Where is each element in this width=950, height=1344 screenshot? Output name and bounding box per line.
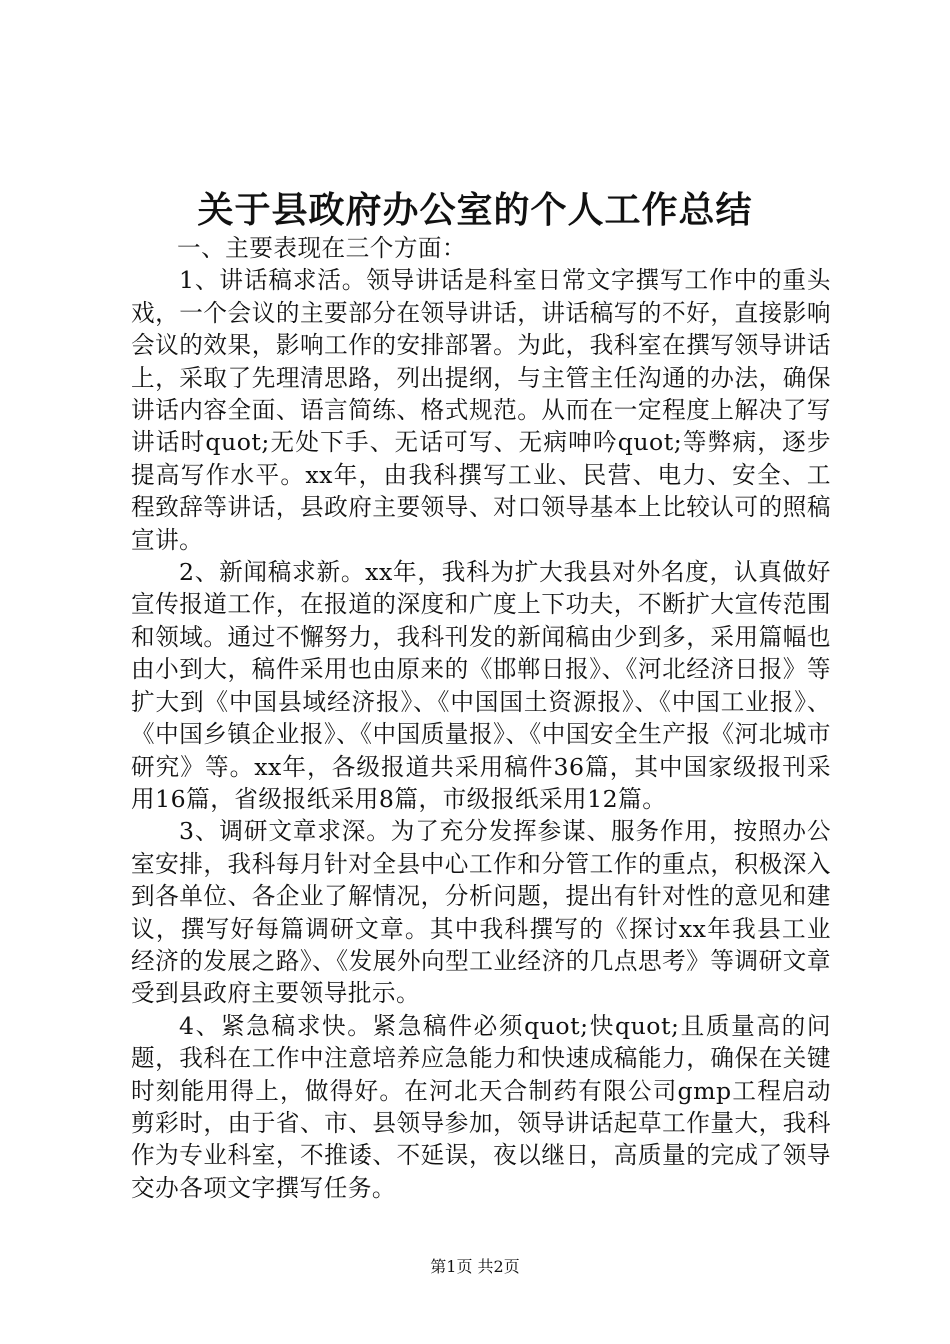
paragraph-speech-drafts: 1、讲话稿求活。领导讲话是科室日常文字撰写工作中的重头戏，一个会议的主要部分在领导讲话，讲话稿写的不好，直接影响会议的效果，影响工作的安排部署。为此，我科室在撰写领导讲话上，采取了先理清思路，列出提纲，与主管主任沟通的办法，确保讲话内容全面、语言简练、格式规范。从而在一定程度上解决了写讲话时quot;无处下手、无话可写、无病呻吟quot;等弊病，逐步提高写作水平。xx年，由我科撰写工业、民营、电力、安全、工程致辞等讲话，县政府主要领导、对口领导基本上比较认可的照稿宣讲。 [131, 266, 831, 554]
section-heading: 一、主要表现在三个方面： [177, 234, 467, 262]
page-footer: 第1页 共2页 [430, 1257, 520, 1276]
document-title: 关于县政府办公室的个人工作总结 [197, 189, 753, 231]
paragraph-research-articles: 3、调研文章求深。为了充分发挥参谋、服务作用，按照办公室安排，我科每月针对全县中心工作和分管工作的重点，积极深入到各单位、各企业了解情况，分析问题，提出有针对性的意见和建议，撰写好每篇调研文章。其中我科撰写的《探讨xx年我县工业经济的发展之路》、《发展外向型工业经济的几点思考》等调研文章受到县政府主要领导批示。 [131, 817, 831, 1008]
document-body [131, 232, 831, 1204]
paragraph-news-drafts: 2、新闻稿求新。xx年，我科为扩大我县对外名度，认真做好宣传报道工作，在报道的深度和广度上下功夫，不断扩大宣传范围和领域。通过不懈努力，我科刊发的新闻稿由少到多，采用篇幅也由小到大，稿件采用也由原来的《邯郸日报》、《河北经济日报》等扩大到《中国县域经济报》、《中国国土资源报》、《中国工业报》、《中国乡镇企业报》、《中国质量报》、《中国安全生产报《河北城市研究》等。xx年，各级报道共采用稿件36篇，其中国家级报刊采用16篇，省级报纸采用8篇，市级报纸采用12篇。 [131, 558, 831, 813]
paragraph-urgent-drafts: 4、紧急稿求快。紧急稿件必须quot;快quot;且质量高的问题，我科在工作中注意培养应急能力和快速成稿能力，确保在关键时刻能用得上，做得好。在河北天合制药有限公司gmp工程启动剪彩时，由于省、市、县领导参加，领导讲话起草工作量大，我科作为专业科室，不推诿、不延误，夜以继日，高质量的完成了领导交办各项文字撰写任务。 [131, 1011, 831, 1202]
